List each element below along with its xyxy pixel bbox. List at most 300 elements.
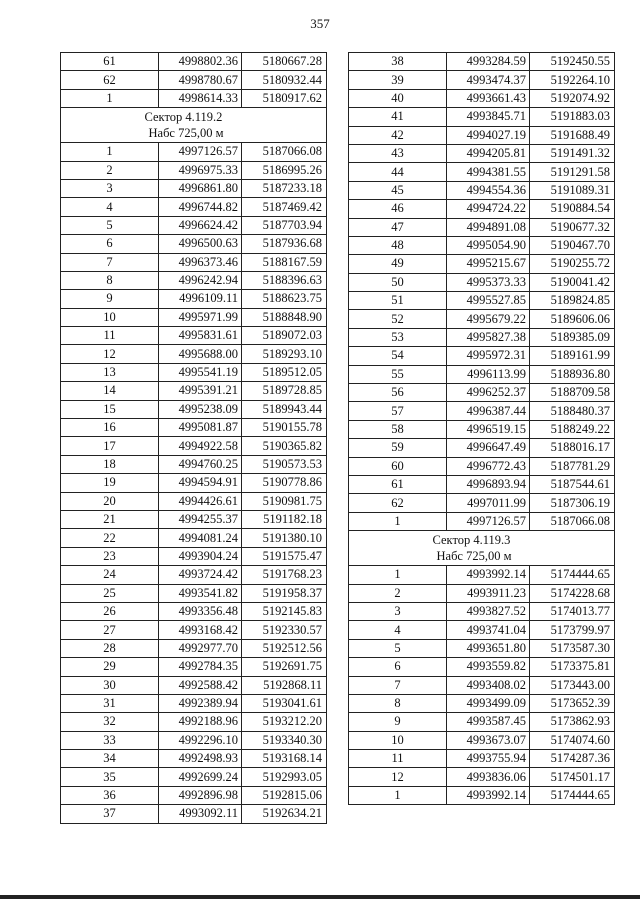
x-coordinate-cell: 4996373.46	[159, 253, 242, 271]
table-row	[349, 89, 615, 107]
point-number-cell: 34	[61, 750, 159, 768]
y-coordinate-cell: 5173375.81	[530, 658, 615, 676]
y-coordinate-cell: 5188709.58	[530, 384, 615, 402]
x-coordinate-cell: 4995827.38	[447, 328, 530, 346]
y-coordinate-cell: 5192145.83	[242, 602, 327, 620]
y-coordinate-cell: 5190467.70	[530, 236, 615, 254]
x-coordinate-cell: 4997126.57	[159, 143, 242, 161]
x-coordinate-cell: 4995831.61	[159, 327, 242, 345]
table-row	[349, 255, 615, 273]
table-row	[61, 731, 327, 749]
x-coordinate-cell: 4996744.82	[159, 198, 242, 216]
x-coordinate-cell: 4996387.44	[447, 402, 530, 420]
table-row	[349, 200, 615, 218]
y-coordinate-cell: 5190255.72	[530, 255, 615, 273]
x-coordinate-cell: 4993827.52	[447, 602, 530, 620]
point-number-cell: 40	[349, 89, 447, 107]
y-coordinate-cell: 5188936.80	[530, 365, 615, 383]
y-coordinate-cell: 5192264.10	[530, 71, 615, 89]
scan-bottom-edge	[0, 895, 640, 899]
point-number-cell: 43	[349, 144, 447, 162]
table-row	[61, 253, 327, 271]
y-coordinate-cell: 5191768.23	[242, 566, 327, 584]
point-number-cell: 30	[61, 676, 159, 694]
table-row	[349, 384, 615, 402]
x-coordinate-cell: 4993408.02	[447, 676, 530, 694]
x-coordinate-cell: 4993724.42	[159, 566, 242, 584]
table-row	[61, 547, 327, 565]
y-coordinate-cell: 5187781.29	[530, 457, 615, 475]
table-row	[349, 347, 615, 365]
y-coordinate-cell: 5187469.42	[242, 198, 327, 216]
x-coordinate-cell: 4996113.99	[447, 365, 530, 383]
point-number-cell: 4	[349, 621, 447, 639]
y-coordinate-cell: 5191291.58	[530, 163, 615, 181]
x-coordinate-cell: 4996893.94	[447, 475, 530, 493]
point-number-cell: 46	[349, 200, 447, 218]
point-number-cell: 3	[349, 602, 447, 620]
table-row	[61, 529, 327, 547]
x-coordinate-cell: 4996519.15	[447, 420, 530, 438]
x-coordinate-cell: 4993651.80	[447, 639, 530, 657]
y-coordinate-cell: 5190155.78	[242, 419, 327, 437]
x-coordinate-cell: 4993474.37	[447, 71, 530, 89]
table-row	[61, 179, 327, 197]
table-row	[349, 457, 615, 475]
x-coordinate-cell: 4996861.80	[159, 179, 242, 197]
y-coordinate-cell: 5180667.28	[242, 53, 327, 71]
x-coordinate-cell: 4994027.19	[447, 126, 530, 144]
point-number-cell: 28	[61, 639, 159, 657]
x-coordinate-cell: 4995972.31	[447, 347, 530, 365]
table-row	[349, 731, 615, 749]
x-coordinate-cell: 4998780.67	[159, 71, 242, 89]
point-number-cell: 19	[61, 474, 159, 492]
y-coordinate-cell: 5187306.19	[530, 494, 615, 512]
y-coordinate-cell: 5193041.61	[242, 694, 327, 712]
table-row	[349, 566, 615, 584]
x-coordinate-cell: 4993284.59	[447, 53, 530, 71]
y-coordinate-cell: 5192868.11	[242, 676, 327, 694]
point-number-cell: 10	[349, 731, 447, 749]
point-number-cell: 45	[349, 181, 447, 199]
y-coordinate-cell: 5193168.14	[242, 750, 327, 768]
x-coordinate-cell: 4994426.61	[159, 492, 242, 510]
table-row	[61, 363, 327, 381]
y-coordinate-cell: 5191688.49	[530, 126, 615, 144]
x-coordinate-cell: 4994255.37	[159, 510, 242, 528]
point-number-cell: 58	[349, 420, 447, 438]
y-coordinate-cell: 5192815.06	[242, 786, 327, 804]
table-row	[349, 439, 615, 457]
table-row	[349, 218, 615, 236]
x-coordinate-cell: 4996252.37	[447, 384, 530, 402]
table-row	[349, 584, 615, 602]
point-number-cell: 7	[61, 253, 159, 271]
table-row	[349, 639, 615, 657]
point-number-cell: 56	[349, 384, 447, 402]
table-row	[349, 163, 615, 181]
y-coordinate-cell: 5188167.59	[242, 253, 327, 271]
point-number-cell: 22	[61, 529, 159, 547]
table-row	[61, 584, 327, 602]
point-number-cell: 32	[61, 713, 159, 731]
table-row	[349, 750, 615, 768]
point-number-cell: 47	[349, 218, 447, 236]
y-coordinate-cell: 5190778.86	[242, 474, 327, 492]
point-number-cell: 61	[349, 475, 447, 493]
point-number-cell: 1	[349, 786, 447, 804]
y-coordinate-cell: 5193340.30	[242, 731, 327, 749]
point-number-cell: 7	[349, 676, 447, 694]
x-coordinate-cell: 4995054.90	[447, 236, 530, 254]
coordinates-table-left	[60, 52, 327, 824]
table-row	[61, 455, 327, 473]
point-number-cell: 36	[61, 786, 159, 804]
table-row	[349, 475, 615, 493]
point-number-cell: 2	[349, 584, 447, 602]
table-row	[349, 786, 615, 804]
x-coordinate-cell: 4994554.36	[447, 181, 530, 199]
point-number-cell: 33	[61, 731, 159, 749]
y-coordinate-cell: 5187936.68	[242, 235, 327, 253]
x-coordinate-cell: 4992896.98	[159, 786, 242, 804]
point-number-cell: 21	[61, 510, 159, 528]
x-coordinate-cell: 4993559.82	[447, 658, 530, 676]
x-coordinate-cell: 4993168.42	[159, 621, 242, 639]
y-coordinate-cell: 5180932.44	[242, 71, 327, 89]
table-row	[61, 382, 327, 400]
table-row	[349, 420, 615, 438]
x-coordinate-cell: 4993661.43	[447, 89, 530, 107]
y-coordinate-cell: 5191380.10	[242, 529, 327, 547]
y-coordinate-cell: 5192074.92	[530, 89, 615, 107]
sector-depth: Набс 725,00 м	[148, 126, 224, 141]
y-coordinate-cell: 5190573.53	[242, 455, 327, 473]
x-coordinate-cell: 4996500.63	[159, 235, 242, 253]
table-row	[349, 621, 615, 639]
table-row	[61, 694, 327, 712]
point-number-cell: 48	[349, 236, 447, 254]
y-coordinate-cell: 5188623.75	[242, 290, 327, 308]
point-number-cell: 11	[349, 750, 447, 768]
x-coordinate-cell: 4993911.23	[447, 584, 530, 602]
x-coordinate-cell: 4995527.85	[447, 292, 530, 310]
table-row	[61, 308, 327, 326]
x-coordinate-cell: 4995679.22	[447, 310, 530, 328]
point-number-cell: 2	[61, 161, 159, 179]
x-coordinate-cell: 4993755.94	[447, 750, 530, 768]
y-coordinate-cell: 5189072.03	[242, 327, 327, 345]
table-row	[61, 71, 327, 89]
x-coordinate-cell: 4998614.33	[159, 89, 242, 107]
x-coordinate-cell: 4997011.99	[447, 494, 530, 512]
y-coordinate-cell: 5189161.99	[530, 347, 615, 365]
table-row	[61, 750, 327, 768]
table-row	[349, 273, 615, 291]
table-row	[61, 676, 327, 694]
table-row	[349, 292, 615, 310]
x-coordinate-cell: 4993541.82	[159, 584, 242, 602]
y-coordinate-cell: 5173652.39	[530, 694, 615, 712]
table-row	[349, 71, 615, 89]
x-coordinate-cell: 4994594.91	[159, 474, 242, 492]
table-row	[61, 271, 327, 289]
x-coordinate-cell: 4993836.06	[447, 768, 530, 786]
table-row	[349, 713, 615, 731]
coordinates-table-right	[348, 52, 615, 805]
point-number-cell: 14	[61, 382, 159, 400]
table-row	[349, 658, 615, 676]
y-coordinate-cell: 5189293.10	[242, 345, 327, 363]
y-coordinate-cell: 5187066.08	[242, 143, 327, 161]
sector-depth: Набс 725,00 м	[436, 549, 512, 564]
point-number-cell: 62	[61, 71, 159, 89]
x-coordinate-cell: 4996242.94	[159, 271, 242, 289]
point-number-cell: 52	[349, 310, 447, 328]
table-row	[349, 402, 615, 420]
table-row	[61, 658, 327, 676]
y-coordinate-cell: 5189943.44	[242, 400, 327, 418]
point-number-cell: 1	[61, 89, 159, 107]
point-number-cell: 5	[61, 216, 159, 234]
y-coordinate-cell: 5189606.06	[530, 310, 615, 328]
x-coordinate-cell: 4993092.11	[159, 805, 242, 823]
table-row	[61, 290, 327, 308]
point-number-cell: 9	[61, 290, 159, 308]
point-number-cell: 51	[349, 292, 447, 310]
x-coordinate-cell: 4993741.04	[447, 621, 530, 639]
table-row	[61, 786, 327, 804]
table-row	[349, 236, 615, 254]
x-coordinate-cell: 4995215.67	[447, 255, 530, 273]
table-row	[61, 89, 327, 107]
table-row	[349, 181, 615, 199]
x-coordinate-cell: 4993992.14	[447, 786, 530, 804]
sector-header-row	[61, 108, 327, 143]
y-coordinate-cell: 5173862.93	[530, 713, 615, 731]
y-coordinate-cell: 5190365.82	[242, 437, 327, 455]
point-number-cell: 61	[61, 53, 159, 71]
point-number-cell: 50	[349, 273, 447, 291]
point-number-cell: 15	[61, 400, 159, 418]
y-coordinate-cell: 5191089.31	[530, 181, 615, 199]
x-coordinate-cell: 4997126.57	[447, 512, 530, 530]
point-number-cell: 41	[349, 108, 447, 126]
y-coordinate-cell: 5190884.54	[530, 200, 615, 218]
x-coordinate-cell: 4995081.87	[159, 419, 242, 437]
point-number-cell: 39	[349, 71, 447, 89]
point-number-cell: 60	[349, 457, 447, 475]
x-coordinate-cell: 4995391.21	[159, 382, 242, 400]
table-row	[349, 494, 615, 512]
y-coordinate-cell: 5174013.77	[530, 602, 615, 620]
x-coordinate-cell: 4993587.45	[447, 713, 530, 731]
point-number-cell: 11	[61, 327, 159, 345]
y-coordinate-cell: 5192512.56	[242, 639, 327, 657]
point-number-cell: 5	[349, 639, 447, 657]
y-coordinate-cell: 5174228.68	[530, 584, 615, 602]
point-number-cell: 6	[349, 658, 447, 676]
table-row	[349, 328, 615, 346]
table-row	[61, 345, 327, 363]
sector-header-row	[349, 531, 615, 566]
y-coordinate-cell: 5192330.57	[242, 621, 327, 639]
point-number-cell: 59	[349, 439, 447, 457]
y-coordinate-cell: 5191883.03	[530, 108, 615, 126]
x-coordinate-cell: 4996772.43	[447, 457, 530, 475]
y-coordinate-cell: 5180917.62	[242, 89, 327, 107]
table-row	[349, 126, 615, 144]
x-coordinate-cell: 4996109.11	[159, 290, 242, 308]
point-number-cell: 13	[61, 363, 159, 381]
y-coordinate-cell: 5173587.30	[530, 639, 615, 657]
x-coordinate-cell: 4993992.14	[447, 566, 530, 584]
table-row	[61, 198, 327, 216]
point-number-cell: 4	[61, 198, 159, 216]
y-coordinate-cell: 5191958.37	[242, 584, 327, 602]
point-number-cell: 62	[349, 494, 447, 512]
point-number-cell: 27	[61, 621, 159, 639]
x-coordinate-cell: 4992784.35	[159, 658, 242, 676]
point-number-cell: 12	[349, 768, 447, 786]
point-number-cell: 9	[349, 713, 447, 731]
x-coordinate-cell: 4994922.58	[159, 437, 242, 455]
y-coordinate-cell: 5187703.94	[242, 216, 327, 234]
table-row	[61, 566, 327, 584]
y-coordinate-cell: 5190041.42	[530, 273, 615, 291]
x-coordinate-cell: 4993904.24	[159, 547, 242, 565]
y-coordinate-cell: 5174287.36	[530, 750, 615, 768]
point-number-cell: 26	[61, 602, 159, 620]
table-row	[61, 216, 327, 234]
table-row	[61, 474, 327, 492]
y-coordinate-cell: 5174444.65	[530, 566, 615, 584]
y-coordinate-cell: 5186995.26	[242, 161, 327, 179]
y-coordinate-cell: 5188480.37	[530, 402, 615, 420]
point-number-cell: 10	[61, 308, 159, 326]
sector-name: Сектор 4.119.3	[432, 533, 511, 548]
point-number-cell: 8	[61, 271, 159, 289]
table-row	[61, 713, 327, 731]
y-coordinate-cell: 5187544.61	[530, 475, 615, 493]
y-coordinate-cell: 5187233.18	[242, 179, 327, 197]
y-coordinate-cell: 5173799.97	[530, 621, 615, 639]
y-coordinate-cell: 5190677.32	[530, 218, 615, 236]
point-number-cell: 20	[61, 492, 159, 510]
table-row	[349, 768, 615, 786]
x-coordinate-cell: 4994760.25	[159, 455, 242, 473]
table-row	[61, 437, 327, 455]
point-number-cell: 1	[349, 512, 447, 530]
x-coordinate-cell: 4992977.70	[159, 639, 242, 657]
table-row	[61, 235, 327, 253]
table-row	[349, 365, 615, 383]
y-coordinate-cell: 5187066.08	[530, 512, 615, 530]
y-coordinate-cell: 5192691.75	[242, 658, 327, 676]
y-coordinate-cell: 5174501.17	[530, 768, 615, 786]
sector-title-cell	[432, 531, 615, 566]
table-row	[61, 161, 327, 179]
y-coordinate-cell: 5189728.85	[242, 382, 327, 400]
point-number-cell: 49	[349, 255, 447, 273]
y-coordinate-cell: 5189512.05	[242, 363, 327, 381]
x-coordinate-cell: 4994724.22	[447, 200, 530, 218]
point-number-cell: 25	[61, 584, 159, 602]
sector-name: Сектор 4.119.2	[144, 110, 223, 125]
table-row	[61, 327, 327, 345]
point-number-cell: 44	[349, 163, 447, 181]
point-number-cell: 6	[61, 235, 159, 253]
point-number-cell: 57	[349, 402, 447, 420]
table-row	[349, 310, 615, 328]
point-number-cell: 38	[349, 53, 447, 71]
y-coordinate-cell: 5174074.60	[530, 731, 615, 749]
x-coordinate-cell: 4992699.24	[159, 768, 242, 786]
y-coordinate-cell: 5190981.75	[242, 492, 327, 510]
table-row	[61, 400, 327, 418]
table-row	[61, 621, 327, 639]
x-coordinate-cell: 4993356.48	[159, 602, 242, 620]
x-coordinate-cell: 4992498.93	[159, 750, 242, 768]
table-row	[61, 419, 327, 437]
sector-title-cell	[144, 108, 327, 143]
point-number-cell: 53	[349, 328, 447, 346]
x-coordinate-cell: 4994381.55	[447, 163, 530, 181]
y-coordinate-cell: 5192450.55	[530, 53, 615, 71]
point-number-cell: 8	[349, 694, 447, 712]
y-coordinate-cell: 5188016.17	[530, 439, 615, 457]
x-coordinate-cell: 4992188.96	[159, 713, 242, 731]
point-number-cell: 1	[349, 566, 447, 584]
x-coordinate-cell: 4992389.94	[159, 694, 242, 712]
x-coordinate-cell: 4995688.00	[159, 345, 242, 363]
x-coordinate-cell: 4995373.33	[447, 273, 530, 291]
x-coordinate-cell: 4993673.07	[447, 731, 530, 749]
x-coordinate-cell: 4996647.49	[447, 439, 530, 457]
x-coordinate-cell: 4993499.09	[447, 694, 530, 712]
x-coordinate-cell: 4994081.24	[159, 529, 242, 547]
point-number-cell: 29	[61, 658, 159, 676]
table-row	[61, 492, 327, 510]
table-row	[349, 676, 615, 694]
x-coordinate-cell: 4993845.71	[447, 108, 530, 126]
point-number-cell: 35	[61, 768, 159, 786]
x-coordinate-cell: 4992588.42	[159, 676, 242, 694]
point-number-cell: 55	[349, 365, 447, 383]
point-number-cell: 37	[61, 805, 159, 823]
point-number-cell: 3	[61, 179, 159, 197]
x-coordinate-cell: 4994205.81	[447, 144, 530, 162]
y-coordinate-cell: 5191182.18	[242, 510, 327, 528]
point-number-cell: 24	[61, 566, 159, 584]
y-coordinate-cell: 5191491.32	[530, 144, 615, 162]
x-coordinate-cell: 4992296.10	[159, 731, 242, 749]
page-number: 357	[310, 16, 330, 31]
table-row	[61, 602, 327, 620]
y-coordinate-cell: 5189824.85	[530, 292, 615, 310]
table-row	[349, 694, 615, 712]
point-number-cell: 31	[61, 694, 159, 712]
y-coordinate-cell: 5189385.09	[530, 328, 615, 346]
x-coordinate-cell: 4995971.99	[159, 308, 242, 326]
table-row	[349, 108, 615, 126]
table-row	[61, 768, 327, 786]
point-number-cell: 54	[349, 347, 447, 365]
table-row	[349, 53, 615, 71]
point-number-cell: 18	[61, 455, 159, 473]
y-coordinate-cell: 5191575.47	[242, 547, 327, 565]
